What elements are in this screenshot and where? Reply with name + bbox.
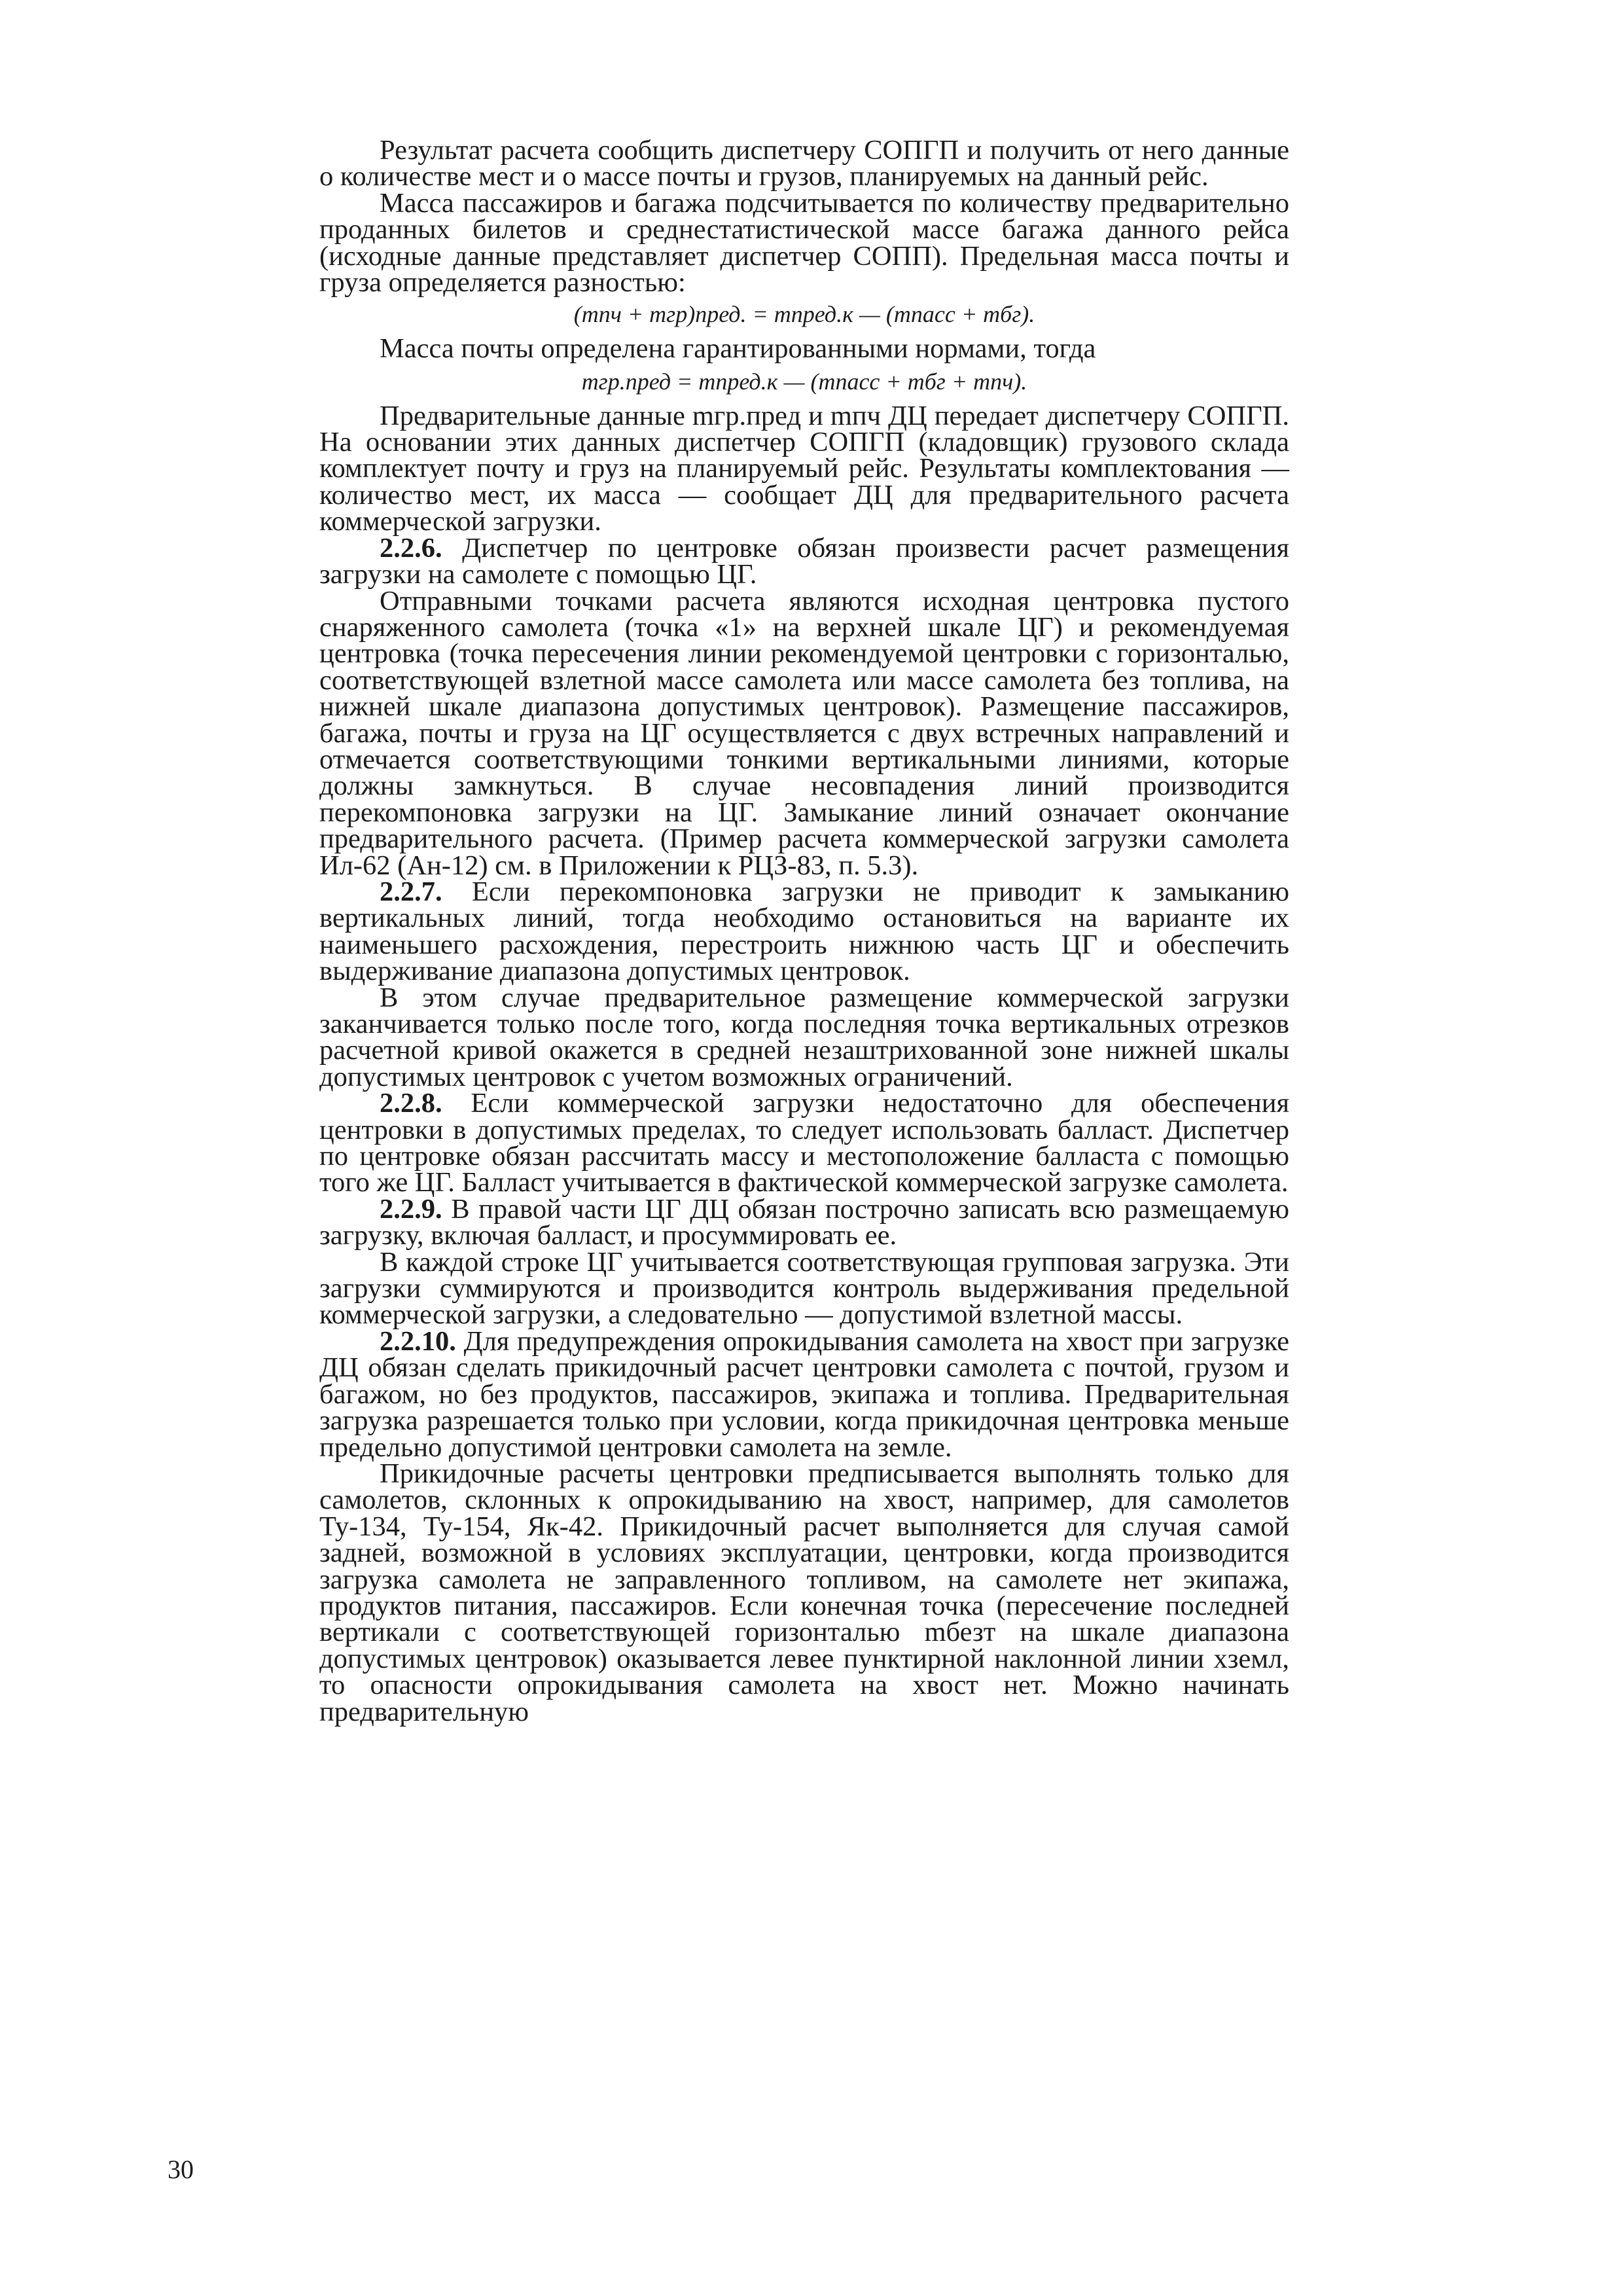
numbered-paragraph bbox=[319, 1090, 1289, 1196]
section-number: 2.2.7. bbox=[380, 876, 442, 907]
paragraph: Предварительные данные mгр.пред и mпч ДЦ передает диспетчеру СОПГП. На основании этих данных диспетчер СОПГП (кладовщик) грузового склада комплектует почту и груз на планируемый рейс. Результаты комплектования — количество мест, их масса — сообщает ДЦ для предварительного расчета коммерческой загрузки. bbox=[319, 400, 1289, 537]
section-number: 2.2.10. bbox=[380, 1325, 456, 1357]
paragraph-text: Если перекомпоновка загрузки не приводит к замыканию вертикальных линий, тогда необходимо остановиться на варианте их наименьшего расхождения, перестроить нижнюю часть ЦГ и обеспечить выдерживание диапазона допустимых центровок. bbox=[319, 876, 1289, 987]
document-body bbox=[319, 137, 1289, 1725]
paragraph: Результат расчета сообщить диспетчеру СОПГП и получить от него данные о количестве мест и о массе почты и грузов, планируемых на данный рейс. bbox=[319, 135, 1289, 192]
page-number: 30 bbox=[168, 2155, 194, 2184]
section-number: 2.2.6. bbox=[380, 532, 442, 564]
numbered-paragraph bbox=[319, 532, 1289, 590]
paragraph-text: Диспетчер по центровке обязан произвести расчет размещения загрузки на самолете с помощью ЦГ. bbox=[319, 532, 1289, 590]
paragraph: Отправными точками расчета являются исходная центровка пустого снаряженного самолета (точка «1» на верхней шкале ЦГ) и рекомендуемая центровка (точка пересечения линии рекомендуемой центровки с горизонталью, соответствующей взлетной массе самолета или массе самолета без топлива, на нижней шкале диапазона допустимых центровок). Размещение пассажиров, багажа, почты и груза на ЦГ осуществляется с двух встречных направлений и отмечается соответствующими тонкими вертикальными линиями, которые должны замкнуться. В случае несовпадения линий производится перекомпоновка загрузки на ЦГ. Замыкание линий означает окончание предварительного расчета. (Пример расчета коммерческой загрузки самолета Ил-62 (Ан-12) см. в Приложении к РЦЗ-83, п. 5.3). bbox=[319, 585, 1289, 881]
formula: mгр.пред = mпред.к — (mпасс + mбг + mпч). bbox=[581, 368, 1027, 395]
section-number: 2.2.8. bbox=[380, 1088, 442, 1119]
paragraph-text: В правой части ЦГ ДЦ обязан построчно записать всю размещаемую загрузку, включая балласт, и просуммировать ее. bbox=[319, 1193, 1290, 1251]
paragraph: Масса пассажиров и багажа подсчитывается по количеству предварительно проданных билетов и среднестатистической массе багажа данного рейса (исходные данные представляет диспетчер СОПП). Предельная масса почты и груза определяется разностью: bbox=[319, 187, 1289, 298]
paragraph: Масса почты определена гарантированными нормами, тогда bbox=[380, 332, 1096, 364]
numbered-paragraph bbox=[319, 1325, 1289, 1463]
formula: (mпч + mгр)пред. = mпред.к — (mпасс + mбг). bbox=[573, 301, 1035, 328]
paragraph-text: Для предупреждения опрокидывания самолета на хвост при загрузке ДЦ обязан сделать прикидочный расчет центровки самолета с почтой, грузом и багажом, но без продуктов, пассажиров, экипажа и топлива. Предварительная загрузка разрешается только при условии, когда прикидочная центровка меньше предельно допустимой центровки самолета на земле. bbox=[319, 1325, 1289, 1463]
paragraph: В этом случае предварительное размещение коммерческой загрузки заканчивается только после того, когда последняя точка вертикальных отрезков расчетной кривой окажется в средней незаштрихованной зоне нижней шкалы допустимых центровок с учетом возможных ограничений. bbox=[319, 982, 1289, 1092]
section-number: 2.2.9. bbox=[380, 1193, 442, 1225]
numbered-paragraph bbox=[319, 876, 1289, 987]
paragraph: В каждой строке ЦГ учитывается соответствующая групповая загрузка. Эти загрузки суммируются и производится контроль выдерживания предельной коммерческой загрузки, а следовательно — допустимой взлетной массы. bbox=[319, 1246, 1289, 1331]
numbered-paragraph bbox=[319, 1193, 1290, 1251]
paragraph-text: Если коммерческой загрузки недостаточно для обеспечения центровки в допустимых пределах, то следует использовать балласт. Диспетчер по центровке обязан рассчитать массу и местоположение балласта с помощью того же ЦГ. Балласт учитывается в фактической коммерческой загрузке самолета. bbox=[319, 1088, 1290, 1198]
paragraph: Прикидочные расчеты центровки предписывается выполнять только для самолетов, склонных к опрокидыванию на хвост, например, для самолетов Ту-134, Ту-154, Як-42. Прикидочный расчет выполняется для случая самой задней, возможной в условиях эксплуатации, центровки, когда производится загрузка самолета не заправленного топливом, на самолете нет экипажа, продуктов питания, пассажиров. Если конечная точка (пересечение последней вертикали с соответствующей горизонталью mбезт на шкале диапазона допустимых центровок) оказывается левее пунктирной наклонной линии xземл, то опасности опрокидывания самолета на хвост нет. Можно начинать предварительную bbox=[319, 1458, 1289, 1727]
